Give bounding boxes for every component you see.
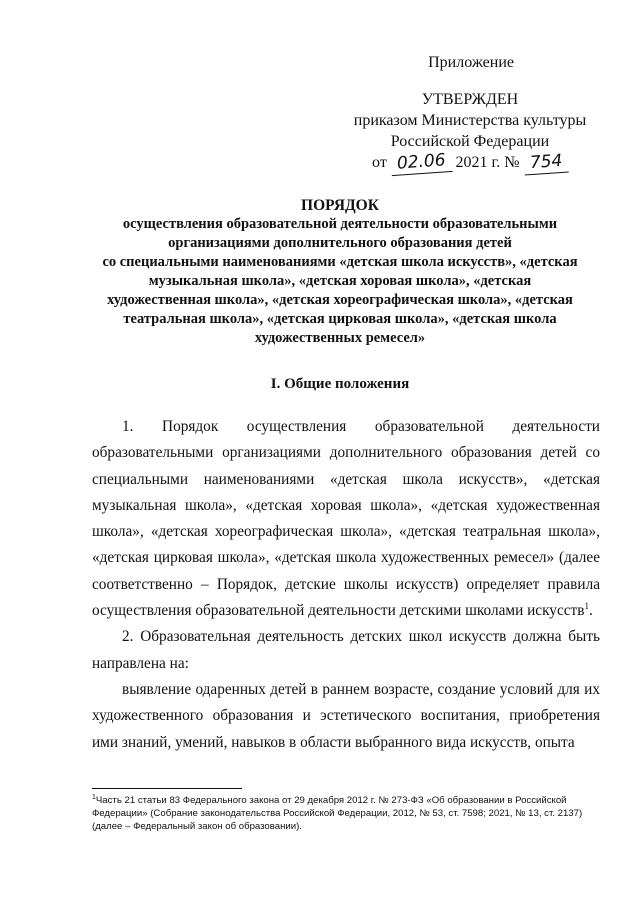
body-text [92, 414, 600, 756]
footnote-divider [92, 788, 242, 789]
section-title: I. Общие положения [270, 376, 410, 392]
order-line-2: Российской Федерации [390, 133, 550, 150]
title-main: ПОРЯДОК [301, 197, 379, 214]
footnote-text: Часть 21 статьи 83 Федерального закона от 29 декабря 2012 г. № 273-ФЗ «Об образовании в Российской Федерации» (Собрание законодательства Российской Федерации, 2012, № 53, ст. 7598; 2021, № 13, ст. 2137) (далее – Федеральный закон об образовании). [92, 795, 583, 832]
title-line: организациями дополнительного образования детей [168, 235, 512, 251]
paragraph-2: 2. Образовательная деятельность детских школ искусств должна быть направлена на: [92, 628, 600, 672]
paragraph-1-end: . [588, 602, 593, 620]
handwritten-date: 02.06 [390, 150, 452, 176]
paragraph-1 [92, 414, 600, 624]
paragraph-1-text: 1. Порядок осуществления образовательной деятельности образовательными организациями дополнительного образования детей со специальными наименованиями «детская школа искусств», «детская музыкальная школа», «детская хоровая школа», «детская художественная школа», «детская хореографическая школа», «детская театральная школа», «детская цирковая школа», «детская школа художественных ремесел» (далее соответственно – Порядок, детские школы искусств) определяет правила осуществления образовательной деятельности детскими школами искусств [92, 418, 600, 620]
order-date-line [340, 152, 600, 174]
title-line: осуществления образовательной деятельности образовательными [122, 216, 558, 232]
date-prefix: от [372, 154, 387, 171]
order-line-1: приказом Министерства культуры [353, 112, 587, 129]
paragraph-3: выявление одаренных детей в раннем возрасте, создание условий для их художественного образования и эстетического воспитания, приобретения ими знаний, умений, навыков в области выбранного вида искусств, опыта [92, 680, 600, 751]
title-line: музыкальная школа», «детская хоровая школа», «детская [148, 273, 532, 289]
date-year: 2021 г. № [455, 154, 520, 171]
title-line: со специальными наименованиями «детская школа искусств», «детская [102, 254, 578, 270]
title-line: художественных ремесел» [254, 330, 426, 346]
approved-label: УТВЕРЖДЕН [421, 91, 519, 108]
footnote [92, 794, 600, 833]
title-line: театральная школа», «детская цирковая школа», «детская школа [123, 311, 557, 327]
document-title [60, 196, 620, 348]
approval-block [340, 52, 600, 174]
handwritten-number: 754 [523, 150, 569, 175]
title-line: художественная школа», «детская хореографическая школа», «детская [107, 292, 573, 308]
footnote-mark: 1 [92, 793, 96, 801]
footnote-reference[interactable]: 1 [584, 600, 589, 611]
appendix-label: Приложение [428, 54, 514, 71]
